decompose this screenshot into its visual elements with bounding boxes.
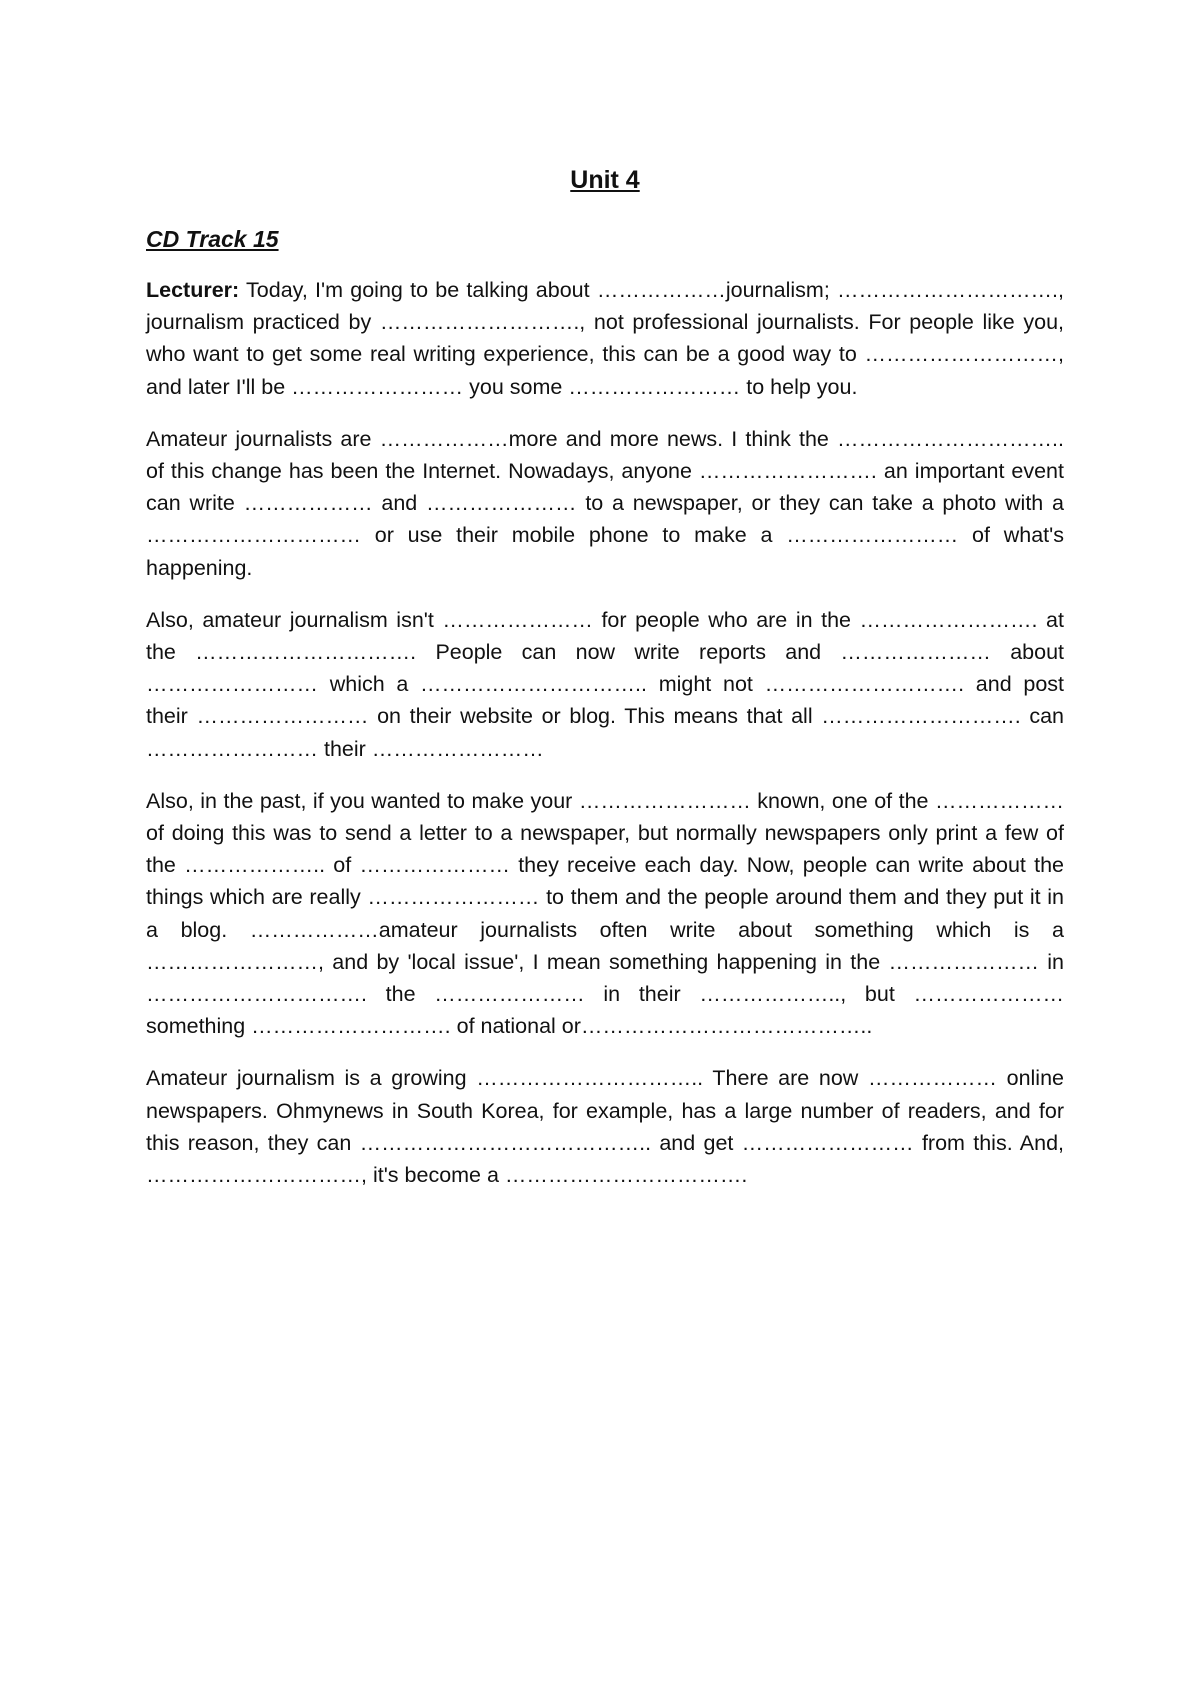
paragraph-2: Amateur journalists are ………………more and more news. I think the ………………………….. of this change has been the Internet. Nowadays, anyone ……………………. an important event can write ……………… and ………………… to a newspaper, or they can take a photo with a ………………………… or use their mobile phone to make a …………………… of what's happening.	[146, 426, 1064, 580]
paragraph-3: Also, amateur journalism isn't ………………… for people who are in the ……………………. at the …………………………. People can now write reports and ………………… about …………………… which a ………………………….. might not ………………………. and post their …………………… on their website or blog. This means that all ………………………. can …………………… their ……………………	[146, 607, 1064, 761]
paragraph-1	[146, 274, 1064, 403]
paragraph-1-text: Today, I'm going to be talking about ………………journalism; …………………………., journalism practiced by ………………………., not professional journalists. For people like you, who want to get some real writing experience, this can be a good way to ………………………, and later I'll be …………………… you some …………………… to help you.	[146, 278, 1064, 399]
document-page	[146, 164, 1064, 1211]
paragraph-4: Also, in the past, if you wanted to make your …………………… known, one of the ……………… of doing this was to send a letter to a newspaper, but normally newspapers only print a few of the ……………….. of ………………… they receive each day. Now, people can write about the things which are really …………………… to them and the people around them and they put it in a blog. ………………amateur journalists often write about something which is a ……………………, and by 'local issue', I mean something happening in the ………………… in …………………………. the ………………… in their ……………….., but ………………… something ………………………. of national or…………………………………..	[146, 788, 1064, 1039]
speaker-label: Lecturer:	[146, 278, 240, 302]
paragraph-5: Amateur journalism is a growing ………………………….. There are now ……………… online newspapers. Ohmynews in South Korea, for example, has a large number of readers, and for this reason, they can ………………………………….. and get …………………… from this. And, …………………………, it's become a …………………………….	[146, 1066, 1064, 1188]
track-heading: CD Track 15	[146, 226, 279, 252]
page-title: Unit 4	[570, 166, 640, 194]
